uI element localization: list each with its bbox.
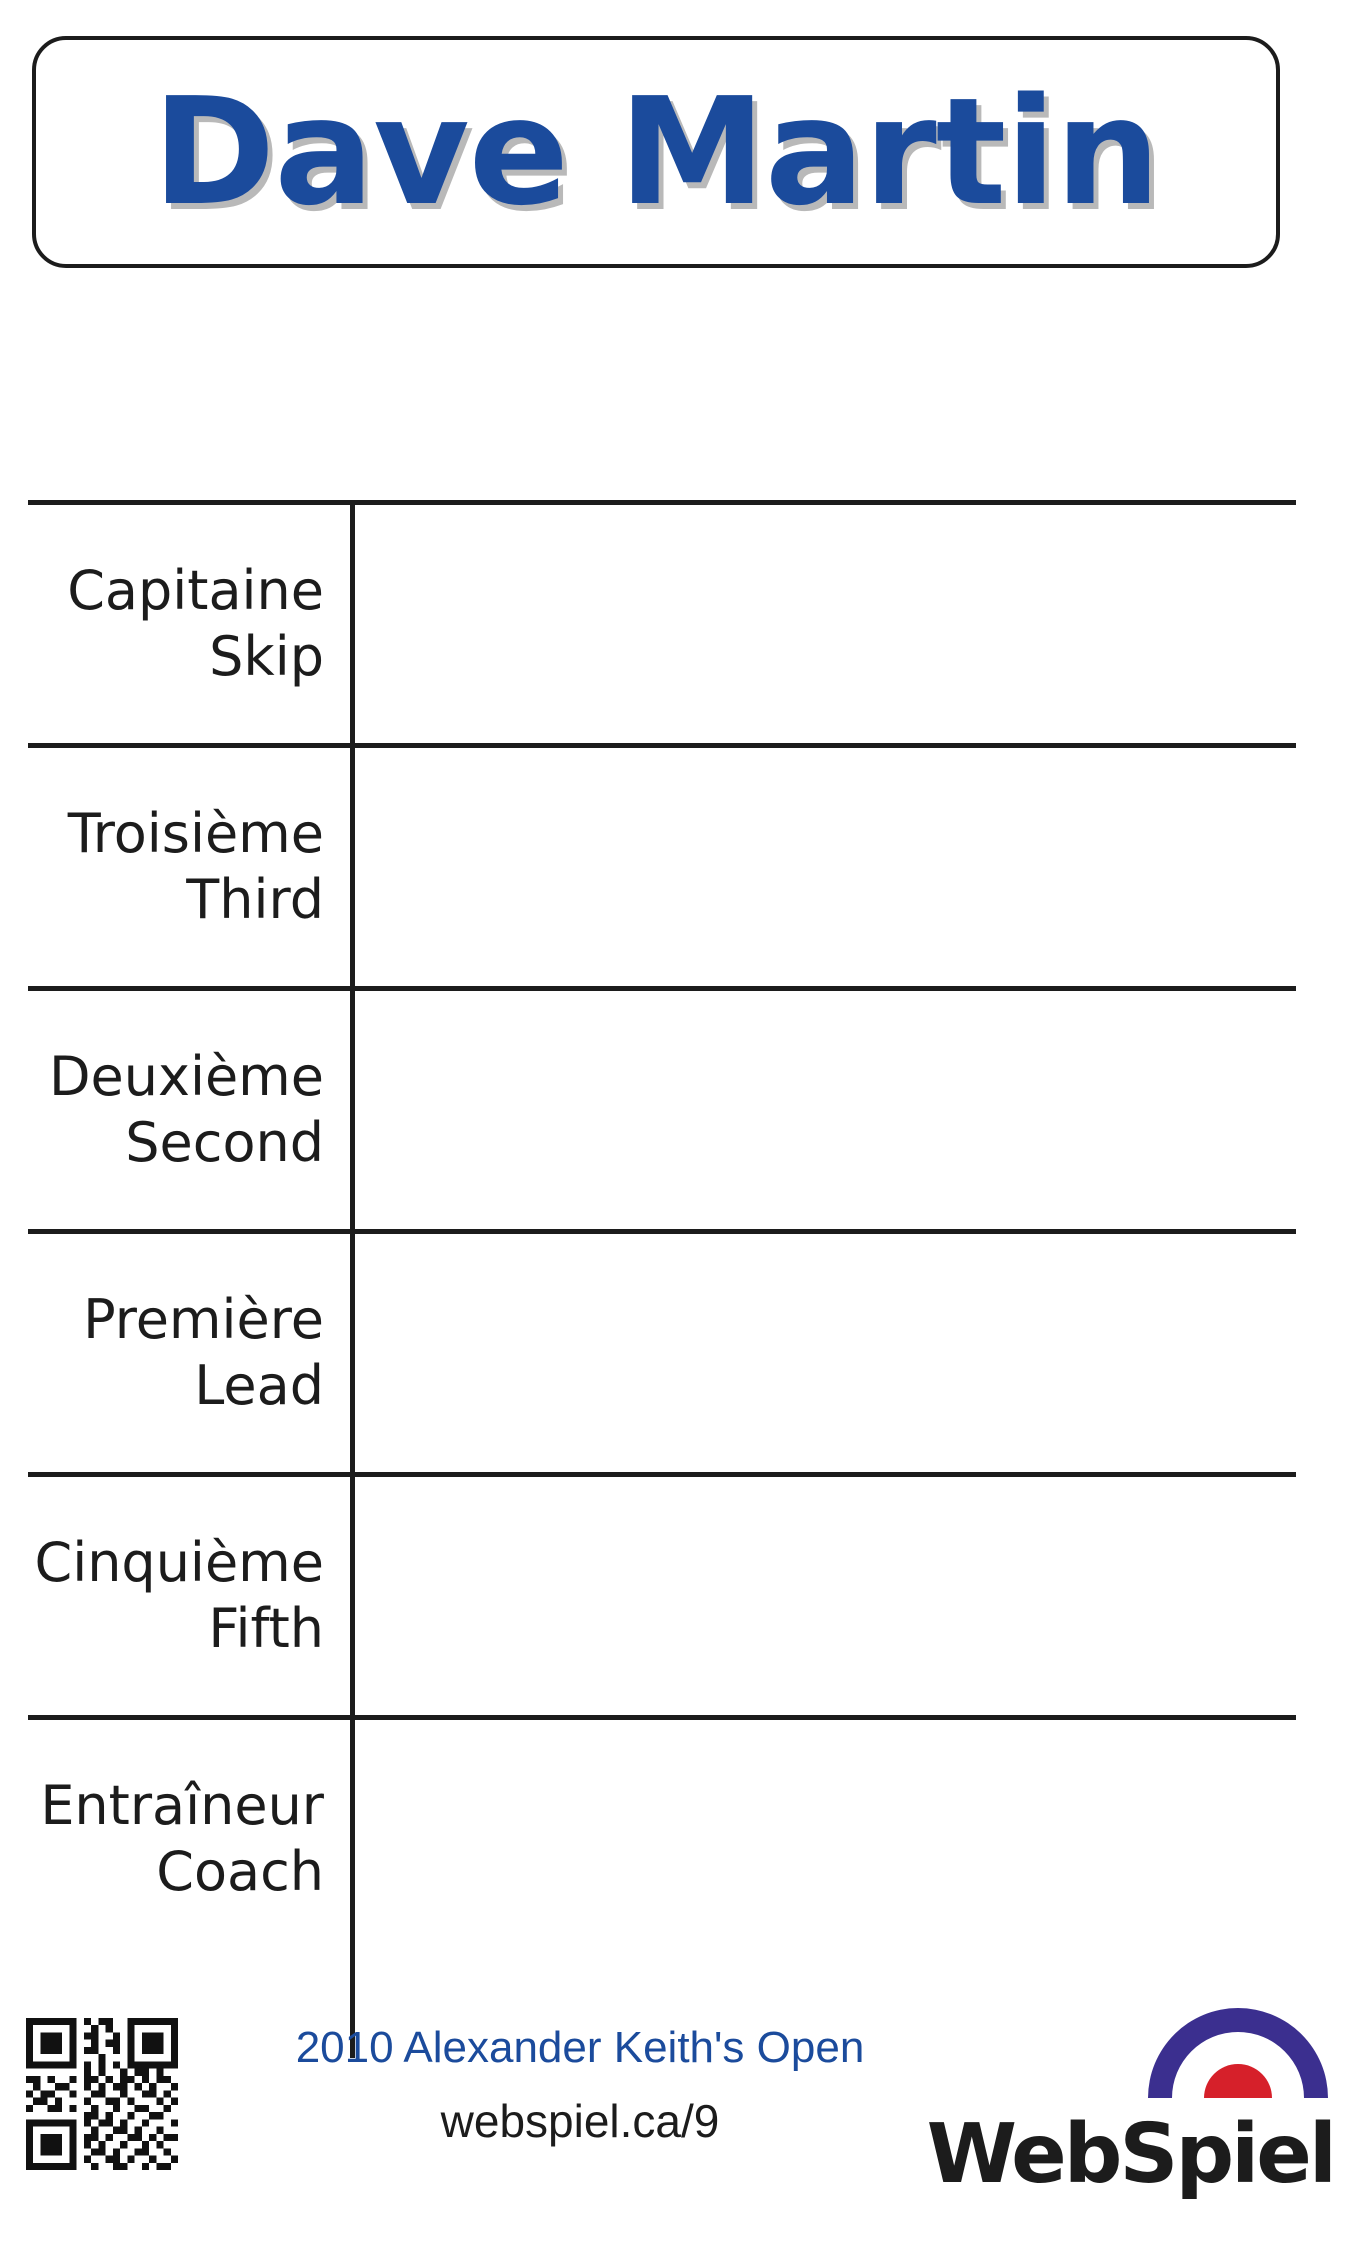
row-label-en: Skip xyxy=(209,625,324,688)
logo-word-web: Web xyxy=(926,2107,1120,2202)
webspiel-wordmark xyxy=(926,2107,1334,2202)
column-divider xyxy=(350,1477,355,1715)
roster-table xyxy=(28,500,1296,1958)
row-label-en: Fifth xyxy=(208,1597,324,1660)
row-label-fr: Entraîneur xyxy=(40,1774,324,1838)
page-title: Dave Martin xyxy=(152,66,1160,238)
column-divider xyxy=(350,748,355,986)
table-row xyxy=(28,986,1296,1229)
table-row xyxy=(28,500,1296,743)
row-value-fifth[interactable] xyxy=(368,1477,1296,1715)
row-label-en: Third xyxy=(186,868,324,931)
table-row xyxy=(28,1715,1296,1958)
column-divider xyxy=(350,1720,355,1958)
qr-code-icon[interactable] xyxy=(26,2018,178,2170)
row-value-coach[interactable] xyxy=(368,1720,1296,1958)
row-label-en: Second xyxy=(125,1111,324,1174)
row-label-third xyxy=(28,748,350,986)
row-label-en: Lead xyxy=(194,1354,324,1417)
row-label-second xyxy=(28,991,350,1229)
row-value-second[interactable] xyxy=(368,991,1296,1229)
row-label-fr: Deuxième xyxy=(48,1045,324,1109)
row-label-fr: Première xyxy=(83,1288,324,1352)
row-label-lead xyxy=(28,1234,350,1472)
row-value-skip[interactable] xyxy=(368,505,1296,743)
curling-house-icon xyxy=(1144,1990,1332,2102)
row-label-fr: Cinquième xyxy=(34,1531,324,1595)
table-row xyxy=(28,743,1296,986)
row-label-skip xyxy=(28,505,350,743)
column-divider xyxy=(350,505,355,743)
table-row xyxy=(28,1472,1296,1715)
row-value-lead[interactable] xyxy=(368,1234,1296,1472)
logo-word-spiel: Spiel xyxy=(1119,2107,1334,2202)
table-row xyxy=(28,1229,1296,1472)
row-label-en: Coach xyxy=(156,1840,324,1903)
event-name: 2010 Alexander Keith's Open xyxy=(295,2023,865,2072)
card-footer xyxy=(0,1980,1350,2250)
row-label-coach xyxy=(28,1720,350,1958)
row-label-fr: Troisième xyxy=(67,802,324,866)
column-divider xyxy=(350,991,355,1229)
column-divider xyxy=(350,1234,355,1472)
footer-text-block xyxy=(200,2020,960,2151)
player-name-plate xyxy=(32,36,1280,268)
row-value-third[interactable] xyxy=(368,748,1296,986)
webspiel-logo xyxy=(926,1990,1340,2230)
row-label-fr: Capitaine xyxy=(67,559,324,623)
site-url[interactable]: webspiel.ca/9 xyxy=(440,2095,720,2147)
row-label-fifth xyxy=(28,1477,350,1715)
